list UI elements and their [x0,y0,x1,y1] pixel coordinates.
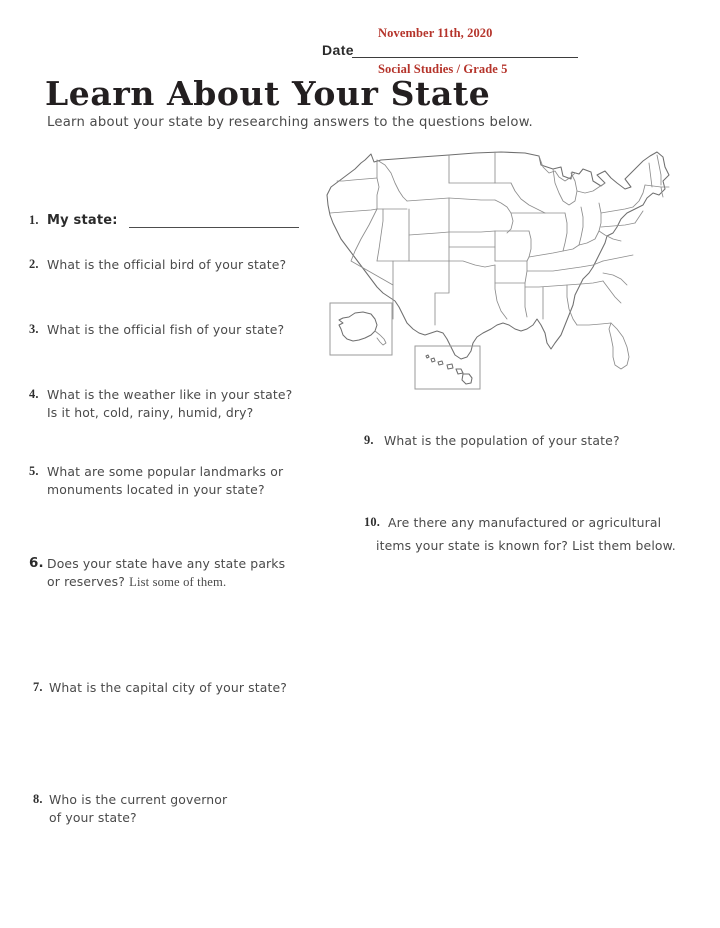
question-text-line2-main: or reserves? [47,573,126,589]
state-border-nj-de [635,211,643,223]
hawaii-islands [426,355,472,384]
question-number: 1. [29,213,39,227]
question-text-line2: monuments located in your state? [47,481,265,497]
question-text: Are there any manufactured or agricultural [388,515,662,530]
question-text: Who is the current governor [49,792,228,807]
question-text-line2-tail: List some of them. [129,574,227,589]
question-number: 9. [364,433,374,447]
my-state-answer-line[interactable] [129,227,299,228]
question-number: 8. [33,792,43,806]
question-item-3 [29,321,337,339]
date-write-line[interactable] [352,57,578,58]
date-value: November 11th, 2020 [378,26,493,40]
question-number: 4. [29,387,39,401]
question-number: 7. [33,680,43,694]
united-states-map [325,143,700,391]
question-text-line2: of your state? [49,809,137,825]
question-text: What is the population of your state? [384,433,620,448]
question-text: What is the capital city of your state? [49,680,288,695]
question-text: What is the official bird of your state? [47,257,287,272]
state-border-sc-ga [603,281,621,303]
question-number: 10. [364,515,380,529]
question-text: My state: [47,213,118,228]
question-item-1 [29,212,337,230]
state-border-va-nc [603,255,633,261]
question-item-7 [33,679,339,697]
question-item-4 [29,386,337,421]
question-text: What is the weather like in your state? [47,387,293,402]
question-number: 5. [29,464,39,478]
question-text-line2: Is it hot, cold, rainy, humid, dry? [47,404,254,420]
question-number: 2. [29,257,39,271]
question-item-9 [364,432,694,450]
question-text-line2: items your state is known for? List them below. [376,537,676,553]
question-number: 3. [29,322,39,336]
us-map-svg [325,143,700,391]
state-border-nc-sc [603,273,627,285]
question-text-line2 [47,573,337,592]
alaska-aleutian-tail [375,331,386,345]
question-item-8 [33,791,339,826]
question-item-10 [364,514,708,554]
question-item-5 [29,463,337,498]
page-subtitle: Learn about your state by researching answers to the questions below. [47,115,533,130]
subject-grade-value: Social Studies / Grade 5 [378,62,508,76]
date-label: Date [322,42,354,58]
florida-peninsula [609,323,629,369]
question-item-6 [29,555,337,591]
question-item-2 [29,256,337,274]
question-text: What are some popular landmarks or [47,464,284,479]
question-text: Does your state have any state parks [47,556,286,571]
state-border-ga-fl [577,323,611,325]
question-number: 6. [29,556,44,571]
page-title: Learn About Your State [45,74,491,113]
alaska-outline [339,312,377,341]
question-text: What is the official fish of your state? [47,322,285,337]
